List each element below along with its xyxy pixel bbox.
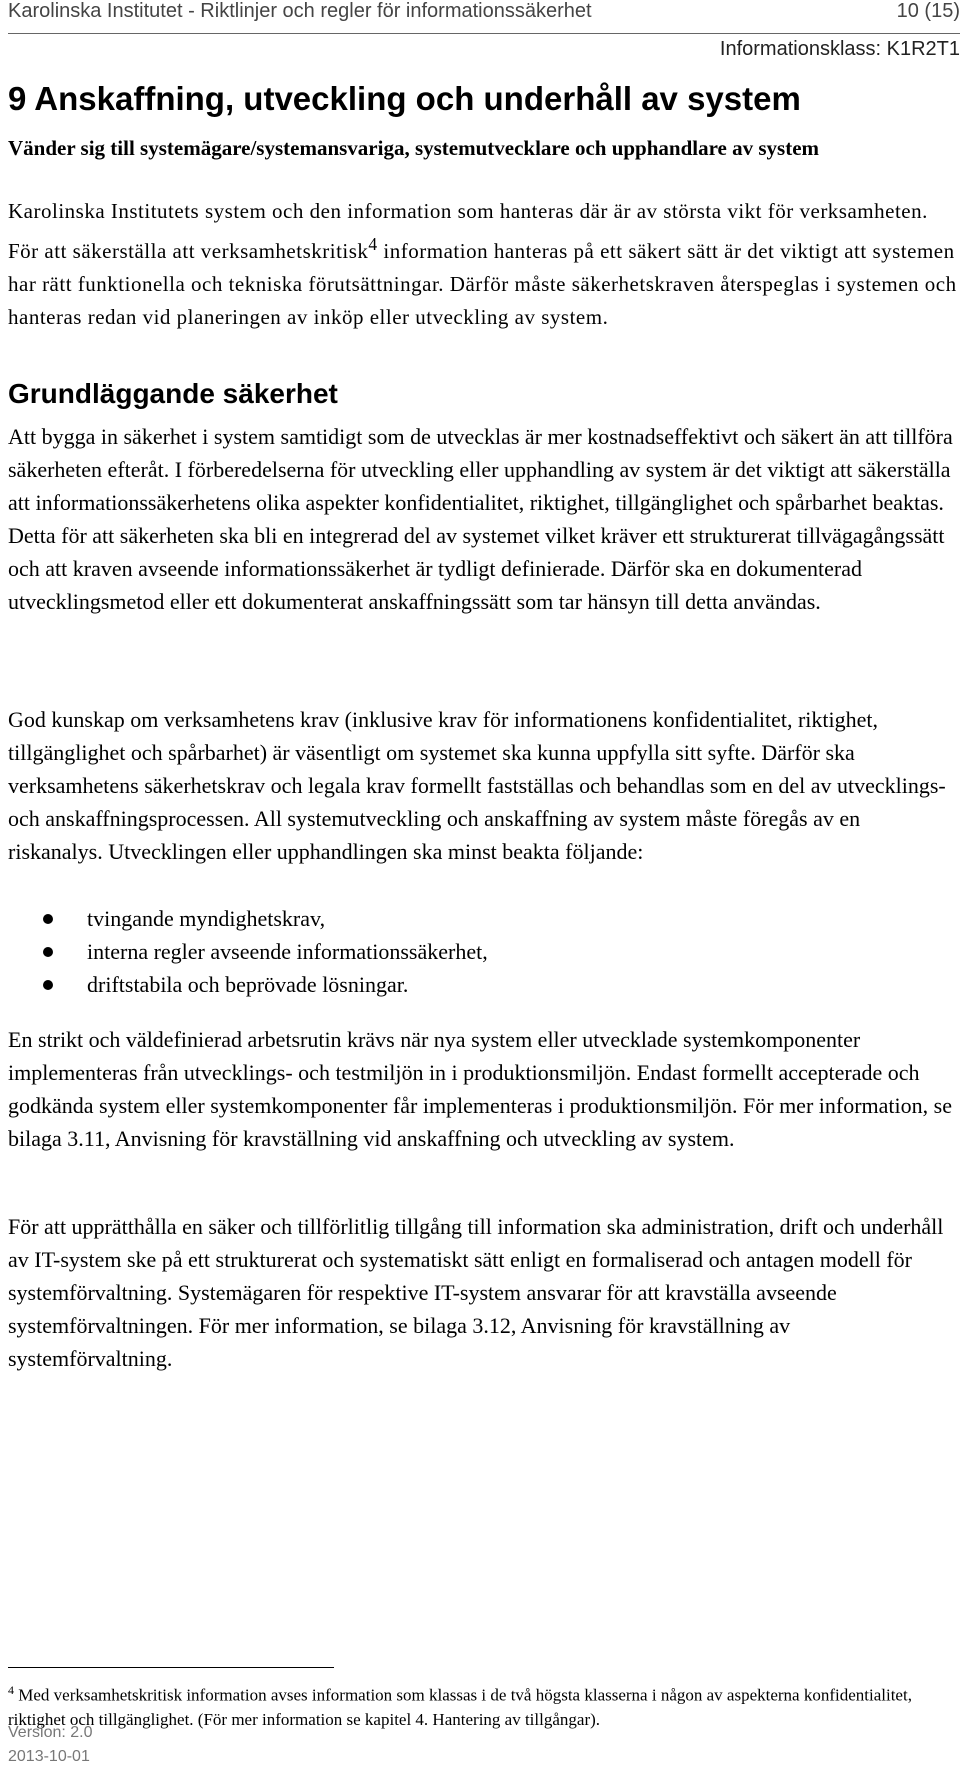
list-item-text: driftstabila och beprövade lösningar. [87, 972, 409, 997]
purpose-text-start: Karolinska Institutets system och den information som hanteras där är av största vikt för verksamheten. För att säkerställa att verksamhetskritisk [8, 199, 928, 263]
classification-label: Informationsklass: K1R2T1 [719, 38, 960, 60]
list-item [0, 902, 488, 935]
list-item [0, 935, 488, 968]
purpose-paragraph [8, 195, 958, 334]
list-item-text: tvingande myndighetskrav, [87, 906, 326, 931]
page-number: 10 (15) [896, 0, 960, 22]
footnote-number: 4 [8, 1683, 14, 1697]
version-label: Version: 2.0 [8, 1724, 93, 1741]
body-paragraph-3: En strikt och väldefinierad arbetsrutin krävs när nya system eller utvecklade systemkomponenter implementeras från utvecklings- och testmiljön in i produktionsmiljön. Endast formellt accepterade och godkända system eller systemkomponenter får implementeras i produktionsmiljön. För mer information, se bilaga 3.11, Anvisning för kravställning vid anskaffning och utveckling av system. [8, 1027, 952, 1151]
subsection-heading: Grundläggande säkerhet [8, 378, 338, 409]
list-item [0, 968, 488, 1001]
footnote [8, 1678, 958, 1732]
date-label: 2013-10-01 [8, 1748, 90, 1765]
footnote-text: Med verksamhetskritisk information avses information som klassas i de två högsta klasserna i någon av aspekterna konfidentialitet, riktighet och tillgänglighet. (För mer information se kapitel 4. Hantering av tillgångar). [8, 1685, 912, 1729]
bullet-icon [43, 980, 53, 990]
header-divider [8, 33, 960, 34]
footnote-reference[interactable]: 4 [368, 234, 378, 254]
body-paragraph-2: God kunskap om verksamhetens krav (inklusive krav för informationens konfidentialitet, riktighet, tillgänglighet och spårbarhet) är väsentligt om systemet ska kunna uppfylla sitt syfte. Därför ska verksamhetens säkerhetskrav och legala krav formellt fastställas och behandlas som en del av utvecklings- och anskaffningsprocessen. All systemutveckling och anskaffning av system måste föregås av en riskanalys. Utvecklingen eller upphandlingen ska minst beakta följande: [8, 707, 946, 864]
purpose-text-end: information hanteras på ett säkert sätt är det viktigt att systemen har rätt funktionella och tekniska förutsättningar. Därför måste säkerhetskraven återspeglas i systemen och hanteras redan vid planeringen av inköp eller utveckling av system. [8, 239, 957, 329]
chapter-heading: 9 Anskaffning, utveckling och underhåll av system [8, 80, 801, 117]
body-paragraph-4: För att upprätthålla en säker och tillförlitlig tillgång till information ska administration, drift och underhåll av IT-system ske på ett strukturerat och systematiskt sätt enligt en formaliserad och antagen modell för systemförvaltning. Systemägaren för respektive IT-system ansvarar för att kravställa avseende systemförvaltningen. För mer information, se bilaga 3.12, Anvisning för kravställning av systemförvaltning. [8, 1214, 944, 1371]
requirements-list [0, 902, 488, 1001]
body-paragraph-1: Att bygga in säkerhet i system samtidigt som de utvecklas är mer kostnadseffektivt och säkert än att tillföra säkerheten efteråt. I förberedelserna för utveckling eller upphandling av system är det viktigt att säkerställa att informationssäkerhetens olika aspekter konfidentialitet, riktighet, tillgänglighet och spårbarhet beaktas. Detta för att säkerheten ska bli en integrerad del av systemet vilket kräver ett strukturerat tillvägagångssätt och att kraven avseende informationssäkerhet är tydligt definierade. Därför ska en dokumenterad utvecklingsmetod eller ett dokumenterat anskaffningssätt som tar hänsyn till detta användas. [8, 424, 953, 614]
list-item-text: interna regler avseende informationssäkerhet, [87, 939, 488, 964]
target-group-text: Vänder sig till systemägare/systemansvariga, systemutvecklare och upphandlare av system [8, 136, 820, 160]
bullet-icon [43, 947, 53, 957]
bullet-icon [43, 914, 53, 924]
footnote-divider [8, 1667, 334, 1668]
running-header-title: Karolinska Institutet - Riktlinjer och regler för informationssäkerhet [8, 0, 592, 22]
